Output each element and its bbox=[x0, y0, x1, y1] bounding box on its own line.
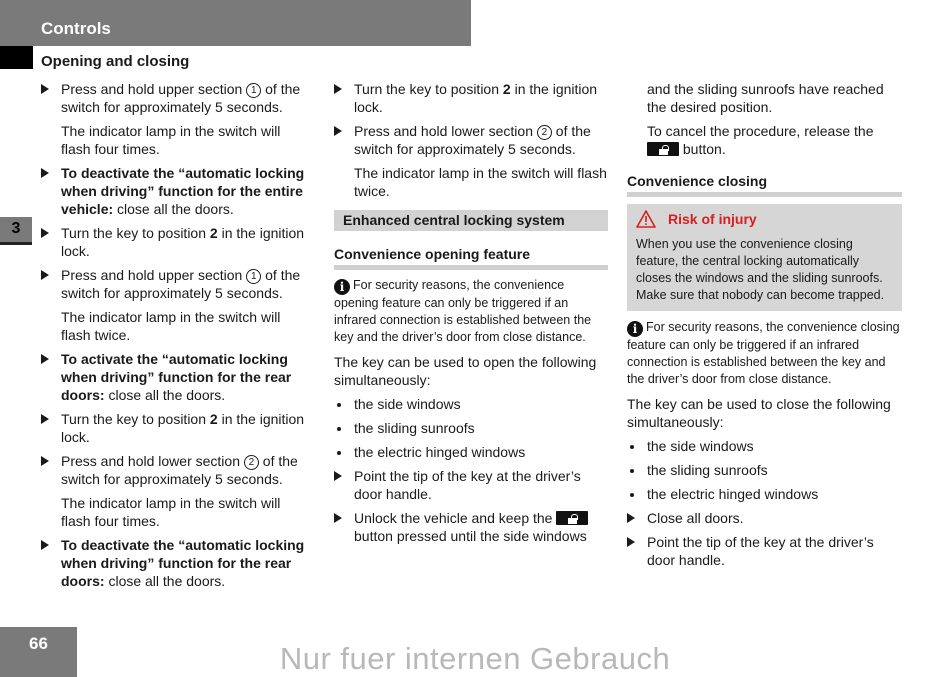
instruction-note: The indicator lamp in the switch will flash twice. bbox=[61, 309, 281, 343]
bullet-dot-icon bbox=[630, 445, 634, 449]
warning-title: Risk of injury bbox=[636, 210, 893, 228]
column-3 bbox=[627, 80, 902, 575]
instruction-item: Turn the key to position 2 in the ignition lock. bbox=[334, 80, 608, 116]
instruction-note: To cancel the procedure, release the button. bbox=[647, 123, 874, 157]
bullet-dot-icon bbox=[337, 427, 341, 431]
section-title: Opening and closing bbox=[41, 53, 190, 70]
chapter-divider bbox=[0, 242, 32, 245]
chapter-tab: 3 bbox=[0, 217, 32, 242]
arrow-bullet-icon bbox=[41, 84, 49, 94]
instruction-item: To deactivate the “automatic locking when driving” function for the rear doors: close all the doors. bbox=[41, 536, 313, 590]
page-number: 66 bbox=[0, 627, 77, 677]
arrow-bullet-icon bbox=[41, 414, 49, 424]
arrow-bullet-icon bbox=[41, 456, 49, 466]
instruction-item: Press and hold lower section 2 of the switch for approximately 5 seconds. bbox=[41, 452, 313, 488]
instruction-item: Point the tip of the key at the driver’s door handle. bbox=[334, 467, 608, 503]
info-note: i For security reasons, the convenience closing feature can only be triggered if an infrared connection is established between the key and the driver’s door from close distance. bbox=[627, 320, 900, 386]
info-note: i For security reasons, the convenience opening feature can only be triggered if an infrared connection is established between the key and the driver’s door from close distance. bbox=[334, 278, 592, 344]
bullet-dot-icon bbox=[337, 451, 341, 455]
instruction-item: Press and hold upper section 1 of the switch for approximately 5 seconds. bbox=[41, 266, 313, 302]
warning-triangle-icon bbox=[636, 210, 656, 228]
instruction-item: Point the tip of the key at the driver’s door handle. bbox=[627, 533, 902, 569]
paragraph: The key can be used to close the following simultaneously: bbox=[627, 396, 891, 430]
unlock-key-button-icon bbox=[556, 511, 588, 525]
arrow-bullet-icon bbox=[334, 126, 342, 136]
subsection-heading: Enhanced central locking system bbox=[334, 210, 608, 231]
bullet-dot-icon bbox=[630, 493, 634, 497]
list-item: the electric hinged windows bbox=[627, 485, 902, 503]
warning-text: When you use the convenience closing feature, the central locking automatically closes the windows and the sliding sunroofs. Make sure that nobody can become trapped. bbox=[636, 237, 885, 302]
column-1 bbox=[41, 80, 313, 596]
column-2 bbox=[334, 80, 608, 551]
number-circle: 2 bbox=[244, 455, 259, 470]
instruction-note: The indicator lamp in the switch will flash twice. bbox=[354, 165, 607, 199]
instruction-item: To deactivate the “automatic locking when driving” function for the entire vehicle: close all the doors. bbox=[41, 164, 313, 218]
instruction-item: Press and hold upper section 1 of the switch for approximately 5 seconds. bbox=[41, 80, 313, 116]
arrow-bullet-icon bbox=[627, 537, 635, 547]
instruction-item: Unlock the vehicle and keep the button pressed until the side windows bbox=[334, 509, 608, 545]
list-item: the sliding sunroofs bbox=[334, 419, 608, 437]
instruction-item: Press and hold lower section 2 of the switch for approximately 5 seconds. bbox=[334, 122, 608, 158]
arrow-bullet-icon bbox=[334, 84, 342, 94]
arrow-bullet-icon bbox=[41, 540, 49, 550]
instruction-item: Turn the key to position 2 in the ignition lock. bbox=[41, 410, 313, 446]
arrow-bullet-icon bbox=[41, 168, 49, 178]
instruction-note: The indicator lamp in the switch will flash four times. bbox=[61, 123, 281, 157]
unlock-key-button-icon bbox=[647, 142, 679, 156]
bullet-dot-icon bbox=[630, 469, 634, 473]
page-header-title: Controls bbox=[41, 19, 111, 38]
instruction-note: The indicator lamp in the switch will flash four times. bbox=[61, 495, 281, 529]
arrow-bullet-icon bbox=[41, 228, 49, 238]
instruction-item: To activate the “automatic locking when driving” function for the rear doors: close all the doors. bbox=[41, 350, 313, 404]
info-icon: i bbox=[334, 279, 350, 295]
warning-box bbox=[627, 204, 902, 311]
number-circle: 2 bbox=[537, 125, 552, 140]
list-item: the side windows bbox=[627, 437, 902, 455]
instruction-item: Turn the key to position 2 in the ignition lock. bbox=[41, 224, 313, 260]
arrow-bullet-icon bbox=[41, 354, 49, 364]
arrow-bullet-icon bbox=[627, 513, 635, 523]
feature-heading: Convenience opening feature bbox=[334, 245, 608, 270]
instruction-continuation: and the sliding sunroofs have reached the desired position. bbox=[647, 81, 884, 115]
watermark: Nur fuer internen Gebrauch bbox=[279, 641, 671, 676]
bullet-dot-icon bbox=[337, 403, 341, 407]
info-icon: i bbox=[627, 321, 643, 337]
feature-heading: Convenience closing bbox=[627, 172, 902, 197]
paragraph: The key can be used to open the following simultaneously: bbox=[334, 354, 597, 388]
arrow-bullet-icon bbox=[41, 270, 49, 280]
instruction-item: Close all doors. bbox=[627, 509, 902, 527]
arrow-bullet-icon bbox=[334, 471, 342, 481]
arrow-bullet-icon bbox=[334, 513, 342, 523]
list-item: the side windows bbox=[334, 395, 608, 413]
list-item: the electric hinged windows bbox=[334, 443, 608, 461]
number-circle: 1 bbox=[246, 83, 261, 98]
list-item: the sliding sunroofs bbox=[627, 461, 902, 479]
number-circle: 1 bbox=[246, 269, 261, 284]
header-marker bbox=[0, 46, 33, 69]
